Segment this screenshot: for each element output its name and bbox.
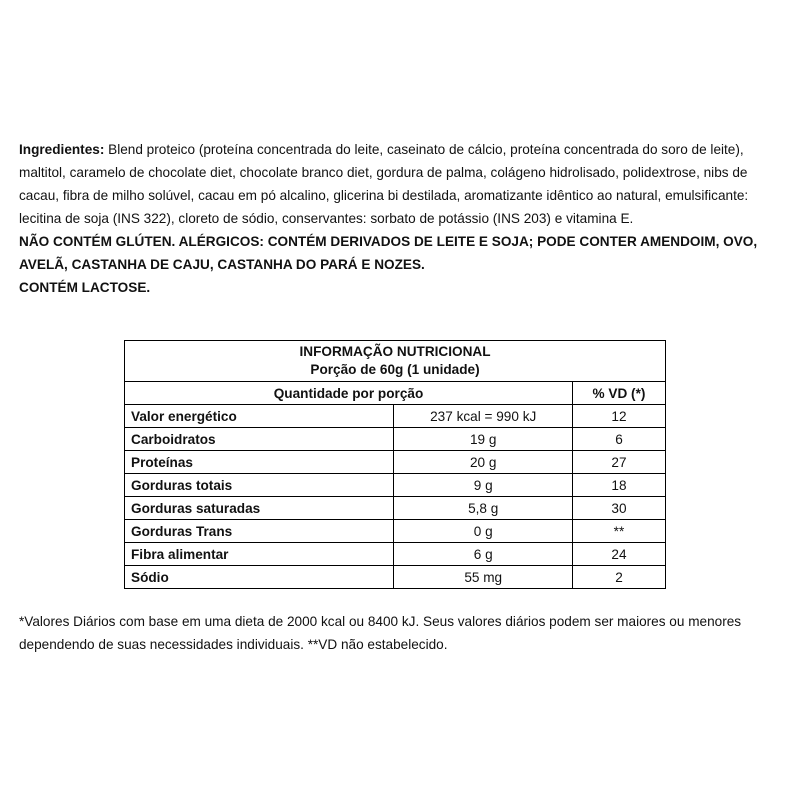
nutrient-amount: 0 g xyxy=(394,520,572,543)
portion-size: Porção de 60g (1 unidade) xyxy=(310,362,480,377)
nutrient-amount: 20 g xyxy=(394,451,572,474)
nutrient-name: Carboidratos xyxy=(125,428,394,451)
ingredients-block xyxy=(19,138,781,299)
nutrition-title: INFORMAÇÃO NUTRICIONAL xyxy=(299,344,491,359)
nutrient-vd: 6 xyxy=(572,428,665,451)
nutrient-name: Sódio xyxy=(125,566,394,589)
allergens-warning: NÃO CONTÉM GLÚTEN. ALÉRGICOS: CONTÉM DERIVADOS DE LEITE E SOJA; PODE CONTER AMENDOIM, OVO, AVELÃ, CASTANHA DE CAJU, CASTANHA DO PARÁ E NOZES. xyxy=(19,234,758,272)
nutrient-vd: 24 xyxy=(572,543,665,566)
nutrient-name: Gorduras saturadas xyxy=(125,497,394,520)
nutrient-amount: 5,8 g xyxy=(394,497,572,520)
table-title-cell xyxy=(125,341,666,382)
nutrient-rows xyxy=(125,405,666,589)
ingredients-paragraph xyxy=(19,138,781,230)
nutrition-facts-table xyxy=(124,340,666,589)
nutrient-amount: 6 g xyxy=(394,543,572,566)
header-vd: % VD (*) xyxy=(572,382,665,405)
nutrient-name: Valor energético xyxy=(125,405,394,428)
table-title-row xyxy=(125,341,666,382)
nutrient-vd: 2 xyxy=(572,566,665,589)
footnote: *Valores Diários com base em uma dieta de 2000 kcal ou 8400 kJ. Seus valores diários podem ser maiores ou menores dependendo de suas necessidades individuais. **VD não estabelecido. xyxy=(19,614,742,652)
nutrient-amount: 19 g xyxy=(394,428,572,451)
nutrient-row xyxy=(125,405,666,428)
lactose-warning: CONTÉM LACTOSE. xyxy=(19,280,151,295)
nutrient-name: Gorduras Trans xyxy=(125,520,394,543)
table-header-row xyxy=(125,382,666,405)
nutrient-amount: 9 g xyxy=(394,474,572,497)
nutrient-row xyxy=(125,520,666,543)
nutrient-vd: ** xyxy=(572,520,665,543)
nutrient-row xyxy=(125,428,666,451)
nutrient-row xyxy=(125,497,666,520)
nutrient-row xyxy=(125,566,666,589)
nutrient-amount: 55 mg xyxy=(394,566,572,589)
ingredients-label: Ingredientes: xyxy=(19,142,105,157)
nutrient-name: Proteínas xyxy=(125,451,394,474)
nutrient-amount: 237 kcal = 990 kJ xyxy=(394,405,572,428)
nutrient-row xyxy=(125,474,666,497)
nutrient-vd: 12 xyxy=(572,405,665,428)
nutrient-name: Fibra alimentar xyxy=(125,543,394,566)
nutrient-name: Gorduras totais xyxy=(125,474,394,497)
ingredients-text: Blend proteico (proteína concentrada do leite, caseinato de cálcio, proteína concentrada do soro de leite), maltitol, caramelo de chocolate diet, chocolate branco diet, gordura de palma, colágeno hidrolisado, polidextrose, nibs de cacau, fibra de milho solúvel, cacau em pó alcalino, glicerina bi destilada, aromatizante idêntico ao natural, emulsificante: lecitina de soja (INS 322), cloreto de sódio, conservantes: sorbato de potássio (INS 203) e vitamina E. xyxy=(19,142,749,226)
nutrient-row xyxy=(125,451,666,474)
header-quantity: Quantidade por porção xyxy=(125,382,573,405)
nutrient-row xyxy=(125,543,666,566)
nutrient-vd: 18 xyxy=(572,474,665,497)
nutrient-vd: 27 xyxy=(572,451,665,474)
nutrient-vd: 30 xyxy=(572,497,665,520)
